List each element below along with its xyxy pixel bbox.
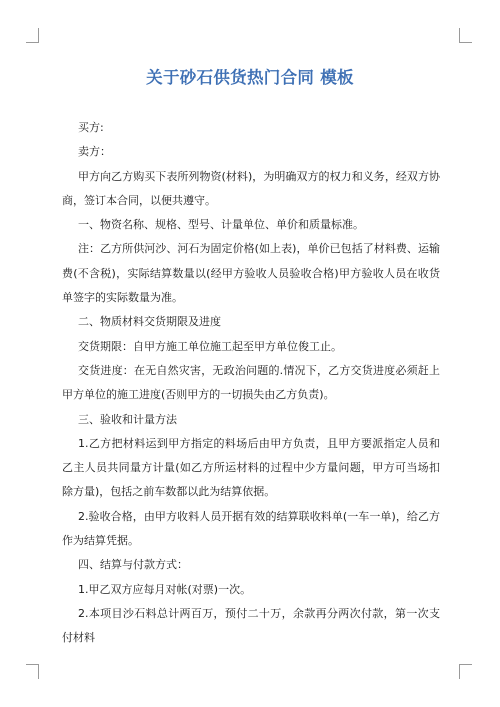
section-heading-3: 三、验收和计量方法: [78, 412, 177, 426]
crop-mark-bottom-left: [26, 664, 39, 679]
crop-mark-bottom-right: [459, 664, 472, 679]
delivery-progress-paragraph: 交货进度：在无自然灾害，无政治问题的.情况下，乙方交货进度必须赶上甲方单位的施工进度(否则甲方的一切损失由乙方负责)。: [62, 363, 440, 402]
acceptance-clause-2: 2.验收合格，由甲方收料人员开据有效的结算联收料单(一车一单)，给乙方作为结算凭据。: [62, 509, 440, 548]
document-title: 关于砂石供货热门合同 模板: [146, 68, 354, 87]
delivery-deadline-paragraph: 交货期限：自甲方施工单位施工起至甲方单位俊工止。: [78, 339, 342, 353]
seller-line: 卖方：: [78, 145, 111, 159]
crop-mark-top-left: [26, 28, 39, 43]
payment-clause-2: 2.本项目沙石料总计两百万，预付二十万，余款再分两次付款，第一次支付材料: [62, 606, 440, 645]
note-paragraph: 注：乙方所供河沙、河石为固定价格(如上表)，单价已包括了材料费、运输费(不含税)，实际结算数量以(经甲方验收人员验收合格)甲方验收人员在收货单签字的实际数量为准。: [62, 242, 440, 305]
intro-paragraph: 甲方向乙方购买下表所列物资(材料)，为明确双方的权力和义务，经双方协商，签订本合同，以便共遵守。: [62, 169, 440, 207]
buyer-line: 买方:: [78, 121, 104, 134]
acceptance-clause-1: 1.乙方把材料运到甲方指定的料场后由甲方负责，且甲方要派指定人员和乙主人员共同量方计量(如乙方所运材料的过程中少方量问题，甲方可当场扣除方量)，包括之前车数都以此为结算依据。: [62, 436, 440, 499]
payment-clause-1: 1.甲乙双方应每月对帐(对票)一次。: [78, 582, 252, 596]
section-heading-1: 一、物资名称、规格、型号、计量单位、单价和质量标准。: [78, 218, 364, 232]
section-heading-4: 四、结算与付款方式：: [78, 558, 188, 572]
document-body: [62, 116, 440, 651]
section-heading-2: 二、物质材料交货期限及进度: [78, 315, 221, 329]
crop-mark-top-right: [459, 28, 472, 43]
